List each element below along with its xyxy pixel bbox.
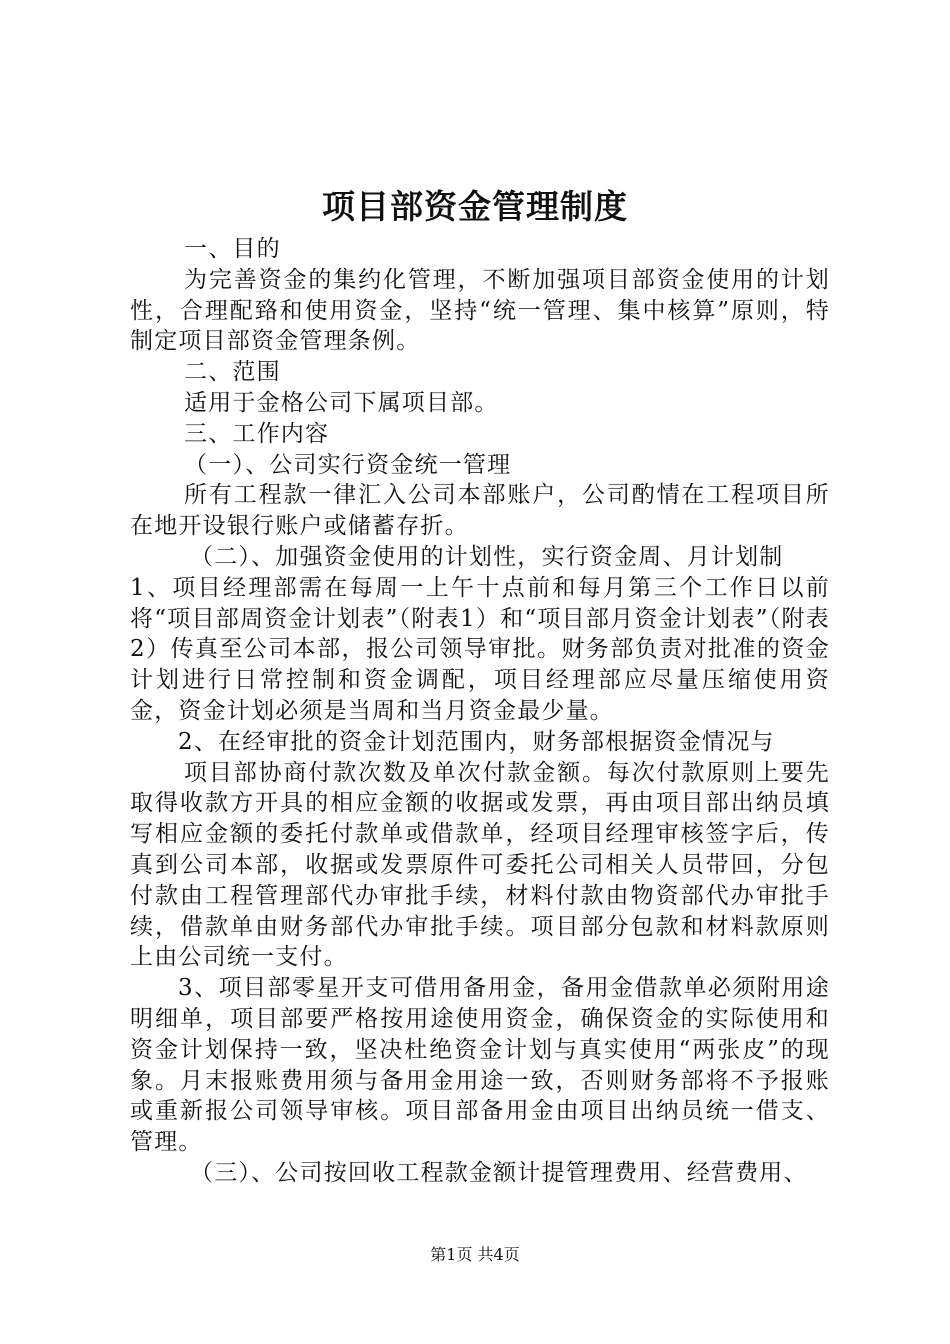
page-footer: 第1页 共4页 [430,1245,520,1264]
subsection-heading-2: （二）、加强资金使用的计划性，实行资金周、月计划制 [190,543,784,570]
paragraph-item-1: 1、项目经理部需在每周一上午十点前和每月第三个工作日以前将“项目部周资金计划表”（附表1）和“项目部月资金计划表”（附表2）传真至公司本部，报公司领导审批。财务部负责对批准的资金计划进行日常控制和资金调配，项目经理部应尽量压缩使用资金，资金计划必须是当周和当月资金最少量。 [130,574,830,724]
paragraph-scope: 适用于金格公司下属项目部。 [184,389,499,416]
paragraph-purpose: 为完善资金的集约化管理，不断加强项目部资金使用的计划性，合理配臵和使用资金，坚持“统一管理、集中核算”原则，特制定项目部资金管理条例。 [130,266,830,355]
paragraph-item-2-body: 项目部协商付款次数及单次付款金额。每次付款原则上要先取得收款方开具的相应金额的收据或发票，再由项目部出纳员填写相应金额的委托付款单或借款单，经项目经理审核签字后，传真到公司本部，收据或发票原件可委托公司相关人员带回，分包付款由工程管理部代办审批手续，材料付款由物资部代办审批手续，借款单由财务部代办审批手续。项目部分包款和材料款原则上由公司统一支付。 [130,759,830,971]
section-heading-purpose: 一、目的 [184,236,281,262]
section-heading-content: 三、工作内容 [184,420,330,447]
paragraph-unified-management: 所有工程款一律汇入公司本部账户，公司酌情在工程项目所在地开设银行账户或储蓄存折。 [130,482,830,540]
paragraph-item-2-lead: 2、在经审批的资金计划范围内，财务部根据资金情况与 [178,728,775,755]
paragraph-item-3: 3、项目部零星开支可借用备用金，备用金借款单必须附用途明细单，项目部要严格按用途使用资金，确保资金的实际使用和资金计划保持一致，坚决杜绝资金计划与真实使用“两张皮”的现象。月末报账费用须与备用金用途一致，否则财务部将不予报账或重新报公司领导审核。项目部备用金由项目出纳员统一借支、管理。 [130,975,830,1156]
section-heading-scope: 二、范围 [184,359,281,386]
subsection-heading-3: （三）、公司按回收工程款金额计提管理费用、经营费用、 [190,1159,808,1186]
document-title: 项目部资金管理制度 [322,187,628,226]
subsection-heading-1: （一）、公司实行资金统一管理 [184,451,512,478]
document-body [130,234,830,1189]
